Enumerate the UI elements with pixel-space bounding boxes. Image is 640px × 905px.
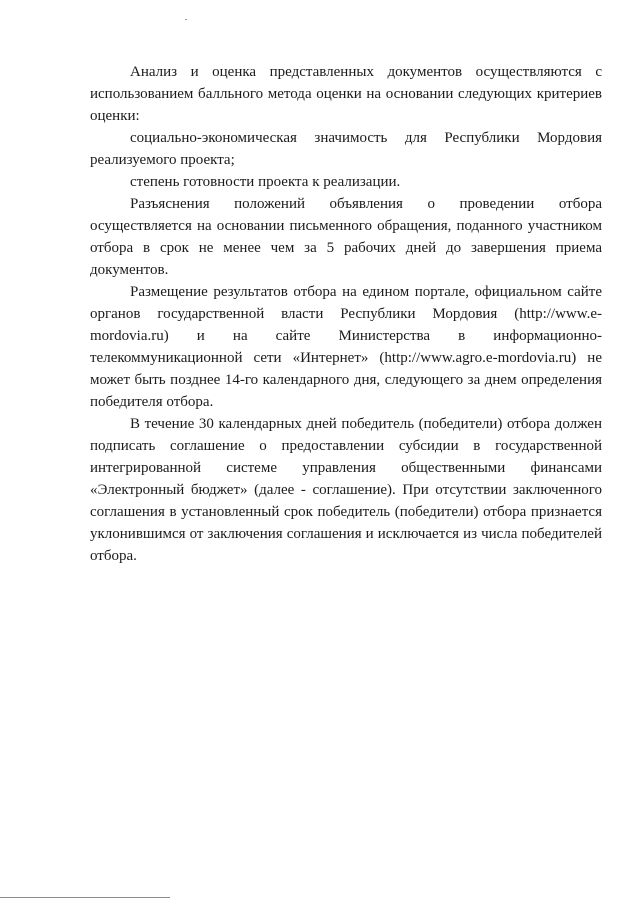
document-body xyxy=(90,61,602,567)
paragraph-criterion-readiness: степень готовности проекта к реализации. xyxy=(130,174,401,190)
paragraph-agreement-signing: В течение 30 календарных дней победитель (победители) отбора должен подписать соглашение о предоставлении субсидии в государственной интегрированной системе управления общественными финансами «Электронный бюджет» (далее - соглашение). При отсутствии заключенного соглашения в установленный срок победитель (победители) отбора признается уклонившимся от заключения соглашения и исключается из числа победителей отбора. xyxy=(90,416,602,564)
scan-artifact-mark xyxy=(185,19,187,20)
paragraph-results-publication: Размещение результатов отбора на едином портале, официальном сайте органов государственной власти Республики Мордовия (http://www.e-mordovia.ru) и на сайте Министерства в информационно-телекоммуникационной сети «Интернет» (http://www.agro.e-mordovia.ru) не может быть позднее 14-го календарного дня, следующего за днем определения победителя отбора. xyxy=(90,284,602,410)
paragraph-evaluation-method: Анализ и оценка представленных документов осуществляются с использованием балльного метода оценки на основании следующих критериев оценки: xyxy=(90,64,602,124)
paragraph-clarifications: Разъяснения положений объявления о проведении отбора осуществляется на основании письменного обращения, поданного участником отбора в срок не менее чем за 5 рабочих дней до завершения приема документов. xyxy=(90,196,602,278)
scan-artifact-line xyxy=(0,897,170,898)
paragraph-criterion-significance: социально-экономическая значимость для Республики Мордовия реализуемого проекта; xyxy=(90,130,602,168)
